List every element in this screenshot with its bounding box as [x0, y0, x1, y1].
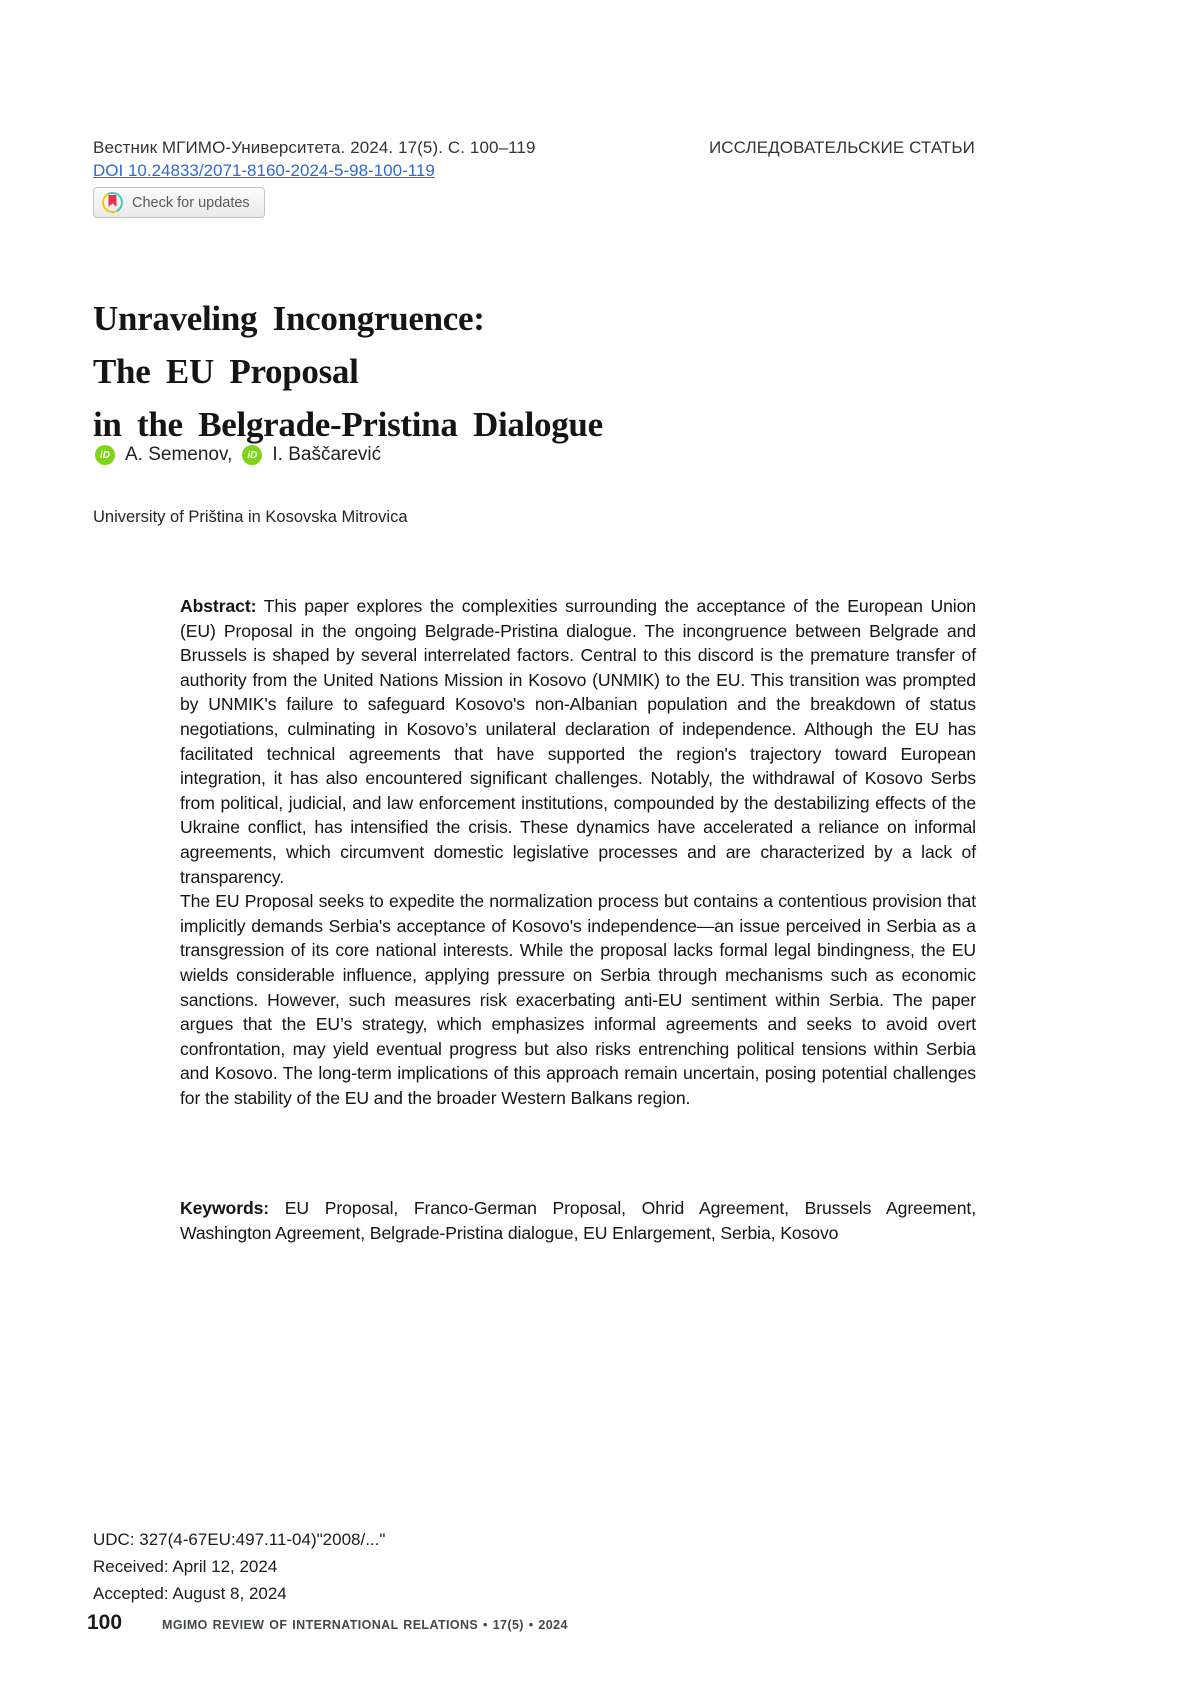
check-for-updates-button[interactable]	[93, 187, 265, 218]
page-number: 100	[87, 1611, 123, 1634]
orcid-icon[interactable]: iD	[242, 445, 262, 465]
abstract-paragraph-2: The EU Proposal seeks to expedite the normalization process but contains a contentious provision that implicitly demands Serbia's acceptance of Kosovo's independence—an issue perceived in Serbia as a transgression of its core national interests. While the proposal lacks formal legal bindingness, the EU wields considerable influence, applying pressure on Serbia through mechanisms such as economic sanctions. However, such measures risk exacerbating anti-EU sentiment within Serbia. The paper argues that the EU’s strategy, which emphasizes informal agreements and seeks to avoid overt confrontation, may yield eventual progress but also risks entrenching political tensions within Serbia and Kosovo. The long-term implications of this approach remain uncertain, posing potential challenges for the stability of the EU and the broader Western Balkans region.	[180, 891, 976, 1108]
title-line-1: Unraveling Incongruence:	[93, 299, 485, 339]
author-list	[95, 444, 381, 466]
bookmark-icon	[108, 195, 116, 207]
udc-line: UDC: 327(4-67EU:497.11-04)"2008/..."	[93, 1530, 386, 1549]
keywords-block	[180, 1196, 976, 1245]
crossmark-icon	[99, 189, 125, 215]
title-line-3: in the Belgrade-Pristina Dialogue	[93, 405, 603, 445]
check-for-updates-label: Check for updates	[132, 194, 250, 211]
received-line: Received: April 12, 2024	[93, 1557, 278, 1576]
title-line-2: The EU Proposal	[93, 352, 359, 392]
doi-link[interactable]: DOI 10.24833/2071-8160-2024-5-98-100-119	[93, 161, 435, 180]
author-name-2[interactable]: I. Baščarević	[272, 444, 382, 465]
accepted-line: Accepted: August 8, 2024	[93, 1584, 287, 1603]
keywords-label: Keywords:	[180, 1198, 270, 1218]
article-meta	[93, 1526, 385, 1607]
author-name-1[interactable]: A. Semenov,	[125, 444, 233, 465]
page-footer	[87, 1611, 568, 1635]
journal-reference: Вестник МГИМО-Университета. 2024. 17(5). С. 100–119	[93, 138, 536, 157]
abstract-block	[180, 594, 976, 1110]
abstract-paragraph-1	[180, 594, 976, 889]
keywords-text: EU Proposal, Franco-German Proposal, Ohrid Agreement, Brussels Agreement, Washington Agreement, Belgrade-Pristina dialogue, EU Enlargement, Serbia, Kosovo	[180, 1198, 976, 1243]
abstract-label: Abstract:	[180, 596, 257, 616]
abstract-text-1: This paper explores the complexities surrounding the acceptance of the European Union (EU) Proposal in the ongoing Belgrade-Pristina dialogue. The incongruence between Belgrade and Brussels is shaped by several interrelated factors. Central to this discord is the premature transfer of authority from the United Nations Mission in Kosovo (UNMIK) to the EU. This transition was prompted by UNMIK's failure to safeguard Kosovo's non-Albanian population and the breakdown of status negotiations, culminating in Kosovo’s unilateral declaration of independence. Although the EU has facilitated technical agreements that have supported the region's trajectory toward European integration, it has also encountered significant challenges. Notably, the withdrawal of Kosovo Serbs from political, judicial, and law enforcement institutions, compounded by the destabilizing effects of the Ukraine conflict, has intensified the crisis. These dynamics have accelerated a reliance on informal agreements, which circumvent domestic legislative processes and are characterized by a lack of transparency.	[180, 596, 976, 887]
affiliation: University of Priština in Kosovska Mitrovica	[93, 508, 408, 526]
running-footer: MGIMO REVIEW OF INTERNATIONAL RELATIONS • 17(5) • 2024	[162, 1618, 568, 1632]
page-header	[93, 138, 975, 158]
section-label: ИССЛЕДОВАТЕЛЬСКИЕ СТАТЬИ	[708, 138, 975, 157]
orcid-icon[interactable]: iD	[95, 445, 115, 465]
article-title	[93, 292, 873, 451]
